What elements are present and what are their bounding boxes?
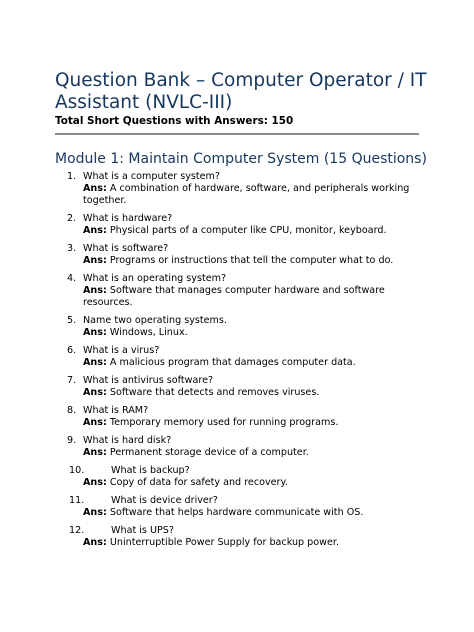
answer-label: Ans:: [83, 417, 107, 428]
question-number: 5.: [67, 315, 77, 326]
question-text: Name two operating systems.: [83, 315, 227, 326]
question-number: 6.: [67, 345, 77, 356]
answer: [83, 387, 425, 399]
question-number: 3.: [67, 243, 77, 254]
question-text: What is RAM?: [83, 405, 149, 416]
question-text: What is antivirus software?: [83, 375, 214, 386]
horizontal-divider: [55, 133, 419, 135]
answer-text: Uninterruptible Power Supply for backup power.: [109, 537, 339, 548]
question-text: What is backup?: [111, 465, 190, 476]
question-list: [55, 171, 425, 555]
question-text: What is a virus?: [83, 345, 160, 356]
question-number: 12.: [69, 525, 85, 536]
answer-label: Ans:: [83, 285, 107, 296]
answer: [83, 183, 425, 207]
question-item: [55, 213, 425, 237]
answer-label: Ans:: [83, 327, 107, 338]
answer-text: Permanent storage device of a computer.: [109, 447, 309, 458]
question-number: 9.: [67, 435, 77, 446]
answer-label: Ans:: [83, 387, 107, 398]
answer: [83, 447, 425, 459]
question-item: [55, 405, 425, 429]
page-title: Question Bank – Computer Operator / IT Assistant (NVLC-III): [55, 70, 427, 113]
answer: [83, 327, 425, 339]
answer-text: Software that detects and removes viruses.: [109, 387, 320, 398]
answer-label: Ans:: [83, 183, 107, 194]
module-heading: Module 1: Maintain Computer System (15 Questions): [55, 151, 427, 167]
question-item: [55, 435, 425, 459]
question-item: [55, 375, 425, 399]
question-number: 10.: [69, 465, 85, 476]
question-text: What is UPS?: [111, 525, 174, 536]
question-text: What is hardware?: [83, 213, 173, 224]
question-number: 4.: [67, 273, 77, 284]
answer-text: Copy of data for safety and recovery.: [109, 477, 288, 488]
answer-text: Temporary memory used for running programs.: [109, 417, 339, 428]
question-number: 2.: [67, 213, 77, 224]
question-text: What is a computer system?: [83, 171, 220, 182]
question-number: 7.: [67, 375, 77, 386]
answer: [83, 477, 425, 489]
answer-label: Ans:: [83, 255, 107, 266]
answer-label: Ans:: [83, 507, 107, 518]
question-item: [55, 525, 425, 549]
answer-label: Ans:: [83, 447, 107, 458]
answer-label: Ans:: [83, 537, 107, 548]
answer: [83, 225, 425, 237]
question-item: [55, 315, 425, 339]
answer: [83, 255, 425, 267]
answer-label: Ans:: [83, 357, 107, 368]
question-number: 11.: [69, 495, 85, 506]
question-item: [55, 243, 425, 267]
question-text: What is software?: [83, 243, 169, 254]
answer-label: Ans:: [83, 477, 107, 488]
question-number: 8.: [67, 405, 77, 416]
answer-text: Software that manages computer hardware and software resources.: [83, 285, 385, 308]
question-item: [55, 273, 425, 309]
question-item: [55, 495, 425, 519]
question-text: What is device driver?: [111, 495, 218, 506]
answer-text: Software that helps hardware communicate with OS.: [109, 507, 364, 518]
answer: [83, 417, 425, 429]
question-item: [55, 171, 425, 207]
question-number: 1.: [67, 171, 77, 182]
answer: [83, 537, 425, 549]
answer-text: Programs or instructions that tell the computer what to do.: [109, 255, 394, 266]
page-subtitle: Total Short Questions with Answers: 150: [55, 115, 294, 127]
answer-text: Windows, Linux.: [109, 327, 188, 338]
question-item: [55, 465, 425, 489]
answer: [83, 357, 425, 369]
question-text: What is an operating system?: [83, 273, 227, 284]
question-item: [55, 345, 425, 369]
answer-text: A malicious program that damages computer data.: [109, 357, 356, 368]
question-text: What is hard disk?: [83, 435, 172, 446]
answer-text: Physical parts of a computer like CPU, monitor, keyboard.: [109, 225, 387, 236]
answer: [83, 285, 425, 309]
answer-text: A combination of hardware, software, and peripherals working together.: [83, 183, 410, 206]
answer: [83, 507, 425, 519]
answer-label: Ans:: [83, 225, 107, 236]
